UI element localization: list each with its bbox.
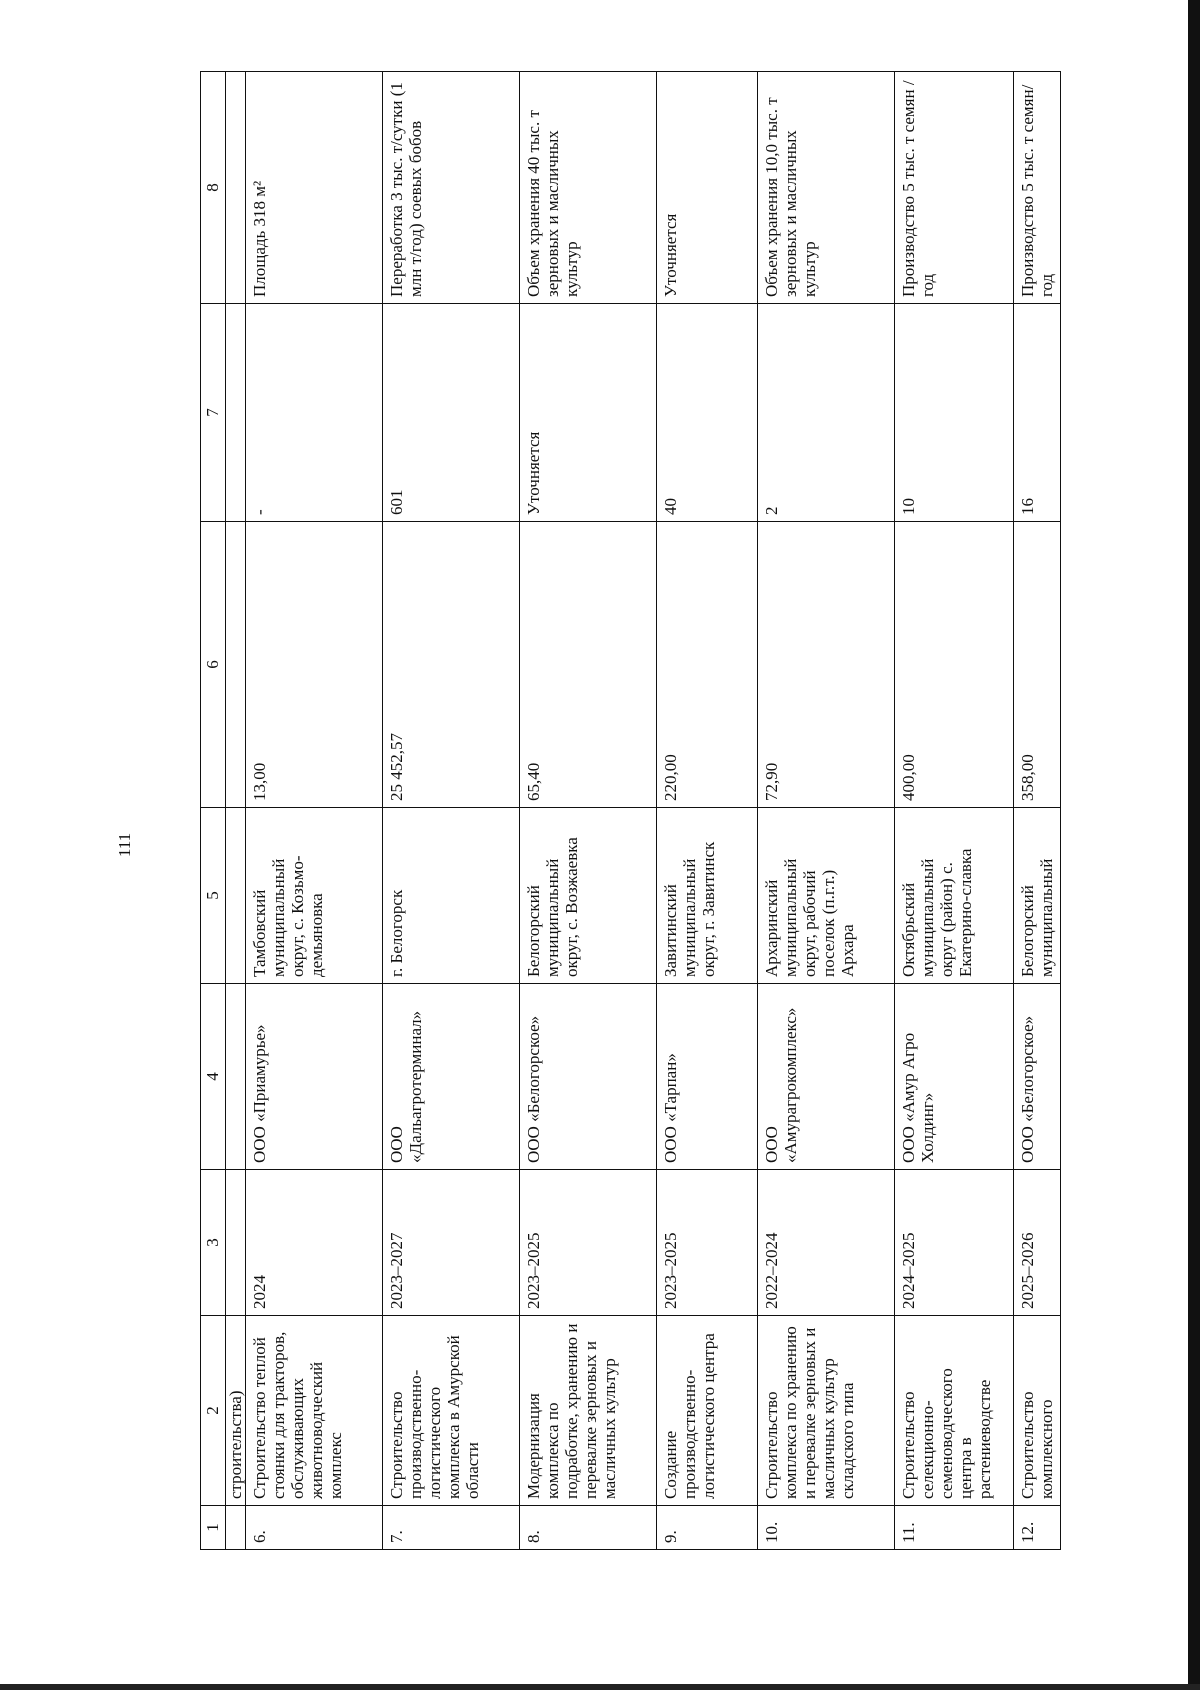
cell-name: Создание производственно-логистического центра (657, 1316, 758, 1506)
cell-num: 8. (520, 1506, 657, 1550)
cell-capacity: Объем хранения 40 тыс. т зерновых и масличных культур (520, 72, 657, 304)
cell-name: строительства) (226, 1316, 246, 1506)
cell (226, 72, 246, 304)
table-row (520, 72, 657, 1550)
cell-capacity: Уточняется (657, 72, 758, 304)
scan-border-bottom (0, 1684, 1200, 1690)
header-col-8: 8 (201, 72, 226, 304)
cell-period: 2023–2027 (383, 1170, 520, 1316)
header-row (201, 72, 226, 1550)
cell-location: Октябрьский муниципальный округ (район) с. Екатерино-славка (895, 808, 1014, 984)
cell (226, 522, 246, 808)
cell-period: 2022–2024 (758, 1170, 895, 1316)
cell-jobs: 10 (895, 304, 1014, 522)
cell-num: 6. (246, 1506, 383, 1550)
table-row (758, 72, 895, 1550)
cell-investment: 65,40 (520, 522, 657, 808)
cell-investment: 220,00 (657, 522, 758, 808)
cell (226, 1170, 246, 1316)
cell-org: ООО «Белогорское» (520, 984, 657, 1170)
cell-location: Архаринский муниципальный округ, рабочий поселок (п.г.т.) Архара (758, 808, 895, 984)
cell-num: 7. (383, 1506, 520, 1550)
cell-name: Строительство селекционно-семеноводческого центра в растениеводстве (895, 1316, 1014, 1506)
cell-jobs: Уточняется (520, 304, 657, 522)
cell-period: 2024–2025 (895, 1170, 1014, 1316)
cell-org: ООО «Белогорское» (1014, 984, 1061, 1170)
cell-jobs: 601 (383, 304, 520, 522)
cell-org: ООО «Тарпан» (657, 984, 758, 1170)
cell (226, 984, 246, 1170)
page-number: 111 (115, 832, 134, 858)
cell-org: ООО «Приамурье» (246, 984, 383, 1170)
cell-jobs: 40 (657, 304, 758, 522)
cell-period: 2025–2026 (1014, 1170, 1061, 1316)
header-col-2: 2 (201, 1316, 226, 1506)
cell-investment: 72,90 (758, 522, 895, 808)
cell-name: Строительство производственно-логистического комплекса в Амурской области (383, 1316, 520, 1506)
cell-capacity: Переработка 3 тыс. т/сутки (1 млн т/год) соевых бобов (383, 72, 520, 304)
cell-num: 9. (657, 1506, 758, 1550)
cell-jobs: 2 (758, 304, 895, 522)
cell-name: Строительство комплексного (1014, 1316, 1061, 1506)
cell-location: Завитинский муниципальный округ, г. Завитинск (657, 808, 758, 984)
table-row (657, 72, 758, 1550)
cell-investment: 25 452,57 (383, 522, 520, 808)
cell-num: 10. (758, 1506, 895, 1550)
cell-jobs: - (246, 304, 383, 522)
table-row (246, 72, 383, 1550)
cell-period: 2023–2025 (657, 1170, 758, 1316)
cell-location: Белогорский муниципальный (1014, 808, 1061, 984)
table-row (383, 72, 520, 1550)
cell-name: Строительство теплой стоянки для тракторов, обслуживающих животноводческий комплекс (246, 1316, 383, 1506)
rotated-table-container (200, 72, 1080, 1550)
cell (226, 808, 246, 984)
cell-investment: 13,00 (246, 522, 383, 808)
cell-capacity: Объем хранения 10,0 тыс. т зерновых и масличных культур (758, 72, 895, 304)
cell-period: 2024 (246, 1170, 383, 1316)
cell (226, 304, 246, 522)
cell-capacity: Площадь 318 м² (246, 72, 383, 304)
table-row (1014, 72, 1061, 1550)
cell-num: 12. (1014, 1506, 1061, 1550)
cell-location: г. Белогорск (383, 808, 520, 984)
cell-org: ООО «Дальагротерминал» (383, 984, 520, 1170)
cell-capacity: Производство 5 тыс. т семян/год (1014, 72, 1061, 304)
cell-investment: 400,00 (895, 522, 1014, 808)
projects-table (200, 71, 1061, 1550)
cell-period: 2023–2025 (520, 1170, 657, 1316)
cell-investment: 358,00 (1014, 522, 1061, 808)
header-col-5: 5 (201, 808, 226, 984)
cell-num: 11. (895, 1506, 1014, 1550)
header-col-7: 7 (201, 304, 226, 522)
cell-location: Тамбовский муниципальный округ, с. Козьмо-демьяновка (246, 808, 383, 984)
header-col-6: 6 (201, 522, 226, 808)
cell-name: Строительство комплекса по хранению и перевалке зерновых и масличных культур складского типа (758, 1316, 895, 1506)
header-col-1: 1 (201, 1506, 226, 1550)
cell (226, 1506, 246, 1550)
cell-org: ООО «Амурагрокомплекс» (758, 984, 895, 1170)
cell-name: Модернизация комплекса по подработке, хранению и перевалке зерновых и масличных культур (520, 1316, 657, 1506)
cell-capacity: Производство 5 тыс. т семян /год (895, 72, 1014, 304)
header-col-3: 3 (201, 1170, 226, 1316)
scan-border-right (1188, 0, 1200, 1690)
cell-jobs: 16 (1014, 304, 1061, 522)
table-row (895, 72, 1014, 1550)
header-col-4: 4 (201, 984, 226, 1170)
continuation-row (226, 72, 246, 1550)
cell-location: Белогорский муниципальный округ, с. Возжаевка (520, 808, 657, 984)
cell-org: ООО «Амур Агро Холдинг» (895, 984, 1014, 1170)
